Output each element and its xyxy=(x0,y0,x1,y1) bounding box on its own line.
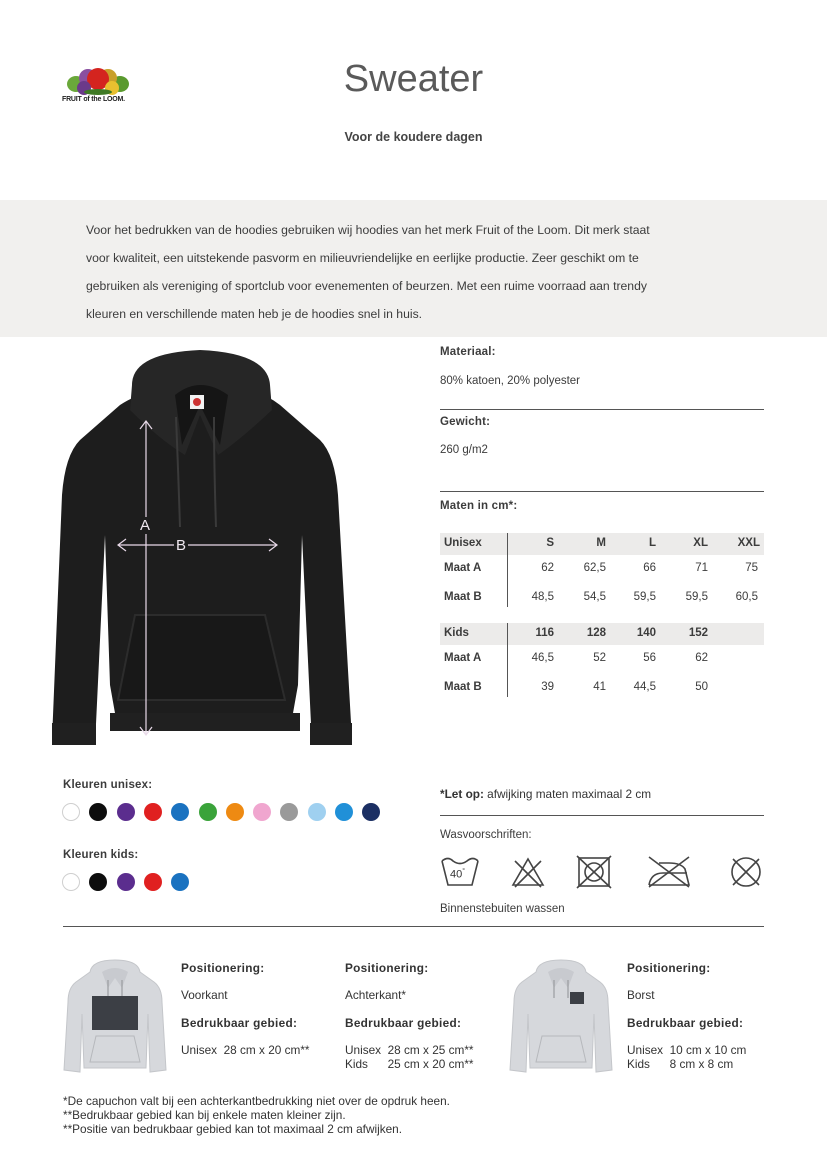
wash-40-icon xyxy=(440,855,480,894)
color-swatch[interactable] xyxy=(226,803,244,821)
page-title: Sweater xyxy=(343,58,484,100)
color-swatches-unisex xyxy=(62,803,392,823)
footnote: *De capuchon valt bij een achterkantbedrukking niet over de opdruk heen. xyxy=(63,1094,450,1108)
position-label: Positionering: xyxy=(181,961,265,975)
no-bleach-icon xyxy=(510,855,546,894)
intro-line: gebruiken als vereniging of sportclub voor evenementen of beurzen. Met een ruime voorraad aan trendy xyxy=(86,279,647,293)
color-swatch[interactable] xyxy=(62,873,80,891)
position-value: Borst xyxy=(627,988,655,1002)
table-cell: 66 xyxy=(643,562,656,574)
page-subtitle: Voor de koudere dagen xyxy=(344,130,483,144)
intro-text xyxy=(86,216,746,328)
intro-line: kleuren en verschillende maten heb je de hoodies snel in huis. xyxy=(86,307,423,321)
divider xyxy=(440,409,764,410)
table-cell: 46,5 xyxy=(531,652,554,664)
table-cell: 75 xyxy=(745,562,758,574)
size-table-kids xyxy=(440,623,764,703)
color-swatch[interactable] xyxy=(335,803,353,821)
divider xyxy=(440,491,764,492)
color-swatch[interactable] xyxy=(171,803,189,821)
table-header: M xyxy=(596,537,606,549)
table-header: 152 xyxy=(688,627,708,639)
table-cell: 41 xyxy=(593,681,606,693)
color-swatch[interactable] xyxy=(144,803,162,821)
table-cell: 44,5 xyxy=(633,681,656,693)
print-area-value: Unisex 28 cm x 20 cm** xyxy=(181,1043,310,1057)
section-divider xyxy=(63,926,764,927)
color-swatch[interactable] xyxy=(117,873,135,891)
no-tumble-dry-icon xyxy=(575,855,613,894)
table-header: XXL xyxy=(737,537,760,549)
print-area-label: Bedrukbaar gebied: xyxy=(181,1016,298,1030)
color-swatch[interactable] xyxy=(199,803,217,821)
print-area-label: Bedrukbaar gebied: xyxy=(345,1016,462,1030)
measure-b-label: B xyxy=(176,537,187,554)
print-area-label: Bedrukbaar gebied: xyxy=(627,1016,744,1030)
table-cell: 39 xyxy=(541,681,554,693)
hoodie-chest-diagram xyxy=(508,958,614,1083)
table-separator xyxy=(507,623,508,697)
position-value: Voorkant xyxy=(181,988,228,1002)
no-dry-clean-icon xyxy=(727,855,765,894)
table-cell: 62 xyxy=(541,562,554,574)
wash-instruction: Binnenstebuiten wassen xyxy=(440,903,565,915)
position-value: Achterkant* xyxy=(345,988,406,1002)
size-deviation-note xyxy=(440,787,651,801)
table-header: Unisex xyxy=(444,537,482,549)
sizes-label: Maten in cm*: xyxy=(440,500,518,512)
colors-kids-label: Kleuren kids: xyxy=(63,849,139,861)
table-cell: 62,5 xyxy=(583,562,606,574)
table-cell: 59,5 xyxy=(633,591,656,603)
table-header: XL xyxy=(693,537,708,549)
table-cell: Maat B xyxy=(444,681,482,693)
footnote: **Positie van bedrukbaar gebied kan tot maximaal 2 cm afwijken. xyxy=(63,1122,403,1136)
print-area-value: Unisex 10 cm x 10 cm xyxy=(627,1043,747,1057)
table-header: S xyxy=(546,537,554,549)
print-area-value-kids: Kids 25 cm x 20 cm** xyxy=(345,1057,474,1071)
table-header: L xyxy=(648,537,656,549)
color-swatch[interactable] xyxy=(62,803,80,821)
table-header: 128 xyxy=(586,627,606,639)
note-prefix: *Let op: xyxy=(440,787,484,801)
hoodie-icon xyxy=(40,345,360,775)
print-area-value-kids: Kids 8 cm x 8 cm xyxy=(627,1057,734,1071)
color-swatch[interactable] xyxy=(253,803,271,821)
table-header: 140 xyxy=(636,627,656,639)
table-cell: 71 xyxy=(695,562,708,574)
table-cell: 54,5 xyxy=(583,591,606,603)
weight-label: Gewicht: xyxy=(440,416,491,428)
wash-temp-value: 40 xyxy=(450,868,463,881)
color-swatches-kids xyxy=(62,873,392,893)
color-swatch[interactable] xyxy=(117,803,135,821)
table-cell: 60,5 xyxy=(735,591,758,603)
color-swatch[interactable] xyxy=(308,803,326,821)
hoodie-outline-icon xyxy=(508,958,614,1078)
brand-name: FRUIT of the LOOM. xyxy=(62,96,125,103)
color-swatch[interactable] xyxy=(280,803,298,821)
table-cell: 50 xyxy=(695,681,708,693)
table-header: 116 xyxy=(535,627,554,639)
table-cell: 62 xyxy=(695,652,708,664)
table-header: Kids xyxy=(444,627,469,639)
position-label: Positionering: xyxy=(345,961,429,975)
colors-unisex-label: Kleuren unisex: xyxy=(63,779,153,791)
intro-line: voor kwaliteit, een uitstekende pasvorm en milieuvriendelijke en eerlijke productie. Zeer geschikt om te xyxy=(86,251,639,265)
table-separator xyxy=(507,533,508,607)
divider xyxy=(440,815,764,816)
hoodie-outline-icon xyxy=(62,958,168,1078)
intro-line: Voor het bedrukken van de hoodies gebruiken wij hoodies van het merk Fruit of the Loom. Dit merk staat xyxy=(86,223,650,237)
weight-value: 260 g/m2 xyxy=(440,444,488,456)
hoodie-image xyxy=(40,345,360,775)
print-area-value: Unisex 28 cm x 25 cm** xyxy=(345,1043,474,1057)
color-swatch[interactable] xyxy=(89,803,107,821)
measure-a-label: A xyxy=(140,517,151,534)
iron-crossed-icon xyxy=(645,855,693,894)
position-label: Positionering: xyxy=(627,961,711,975)
table-cell: 52 xyxy=(593,652,606,664)
table-cell: 59,5 xyxy=(685,591,708,603)
table-cell: 48,5 xyxy=(531,591,554,603)
hoodie-front-diagram xyxy=(62,958,168,1083)
wash-label: Wasvoorschriften: xyxy=(440,829,532,841)
table-cell: Maat A xyxy=(444,652,482,664)
note-text: afwijking maten maximaal 2 cm xyxy=(483,787,652,801)
material-label: Materiaal: xyxy=(440,346,496,358)
material-value: 80% katoen, 20% polyester xyxy=(440,375,581,387)
color-swatch[interactable] xyxy=(171,873,189,891)
color-swatch[interactable] xyxy=(362,803,380,821)
color-swatch[interactable] xyxy=(144,873,162,891)
wash-temperature: 40° xyxy=(450,868,466,881)
table-cell: Maat A xyxy=(444,562,482,574)
intro-section xyxy=(0,200,827,337)
color-swatch[interactable] xyxy=(89,873,107,891)
table-cell: Maat B xyxy=(444,591,482,603)
footnote: **Bedrukbaar gebied kan bij enkele maten kleiner zijn. xyxy=(63,1108,346,1122)
table-cell: 56 xyxy=(643,652,656,664)
